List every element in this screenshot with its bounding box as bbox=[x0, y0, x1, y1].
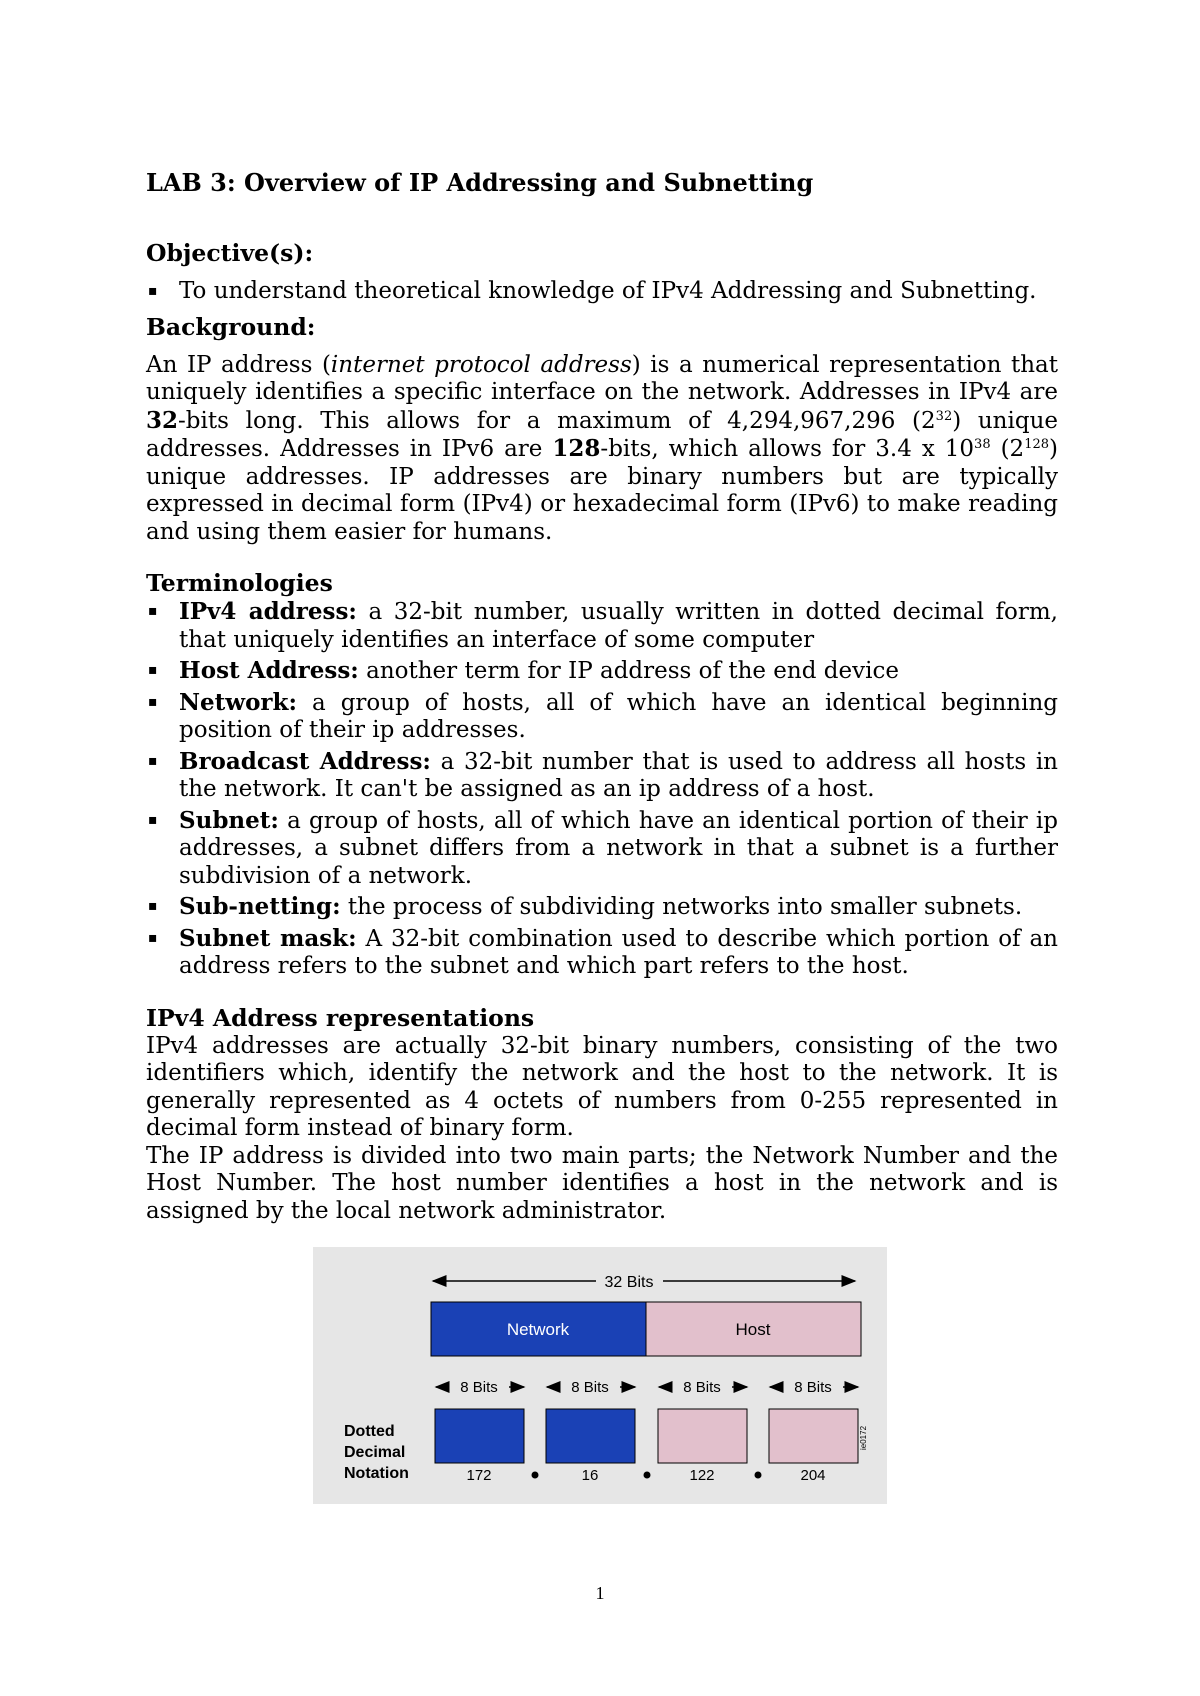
page-number: 1 bbox=[595, 1583, 605, 1603]
list-item: ▪ Host Address: another term for IP address of the end device bbox=[148, 657, 899, 684]
notation-label-line: Decimal bbox=[344, 1444, 406, 1461]
terminologies-list bbox=[146, 598, 1058, 981]
notation-label-line: Dotted bbox=[344, 1423, 395, 1440]
network-label: Network bbox=[506, 1320, 570, 1339]
bullet-icon: ▪ bbox=[148, 929, 158, 946]
octet-box-host bbox=[658, 1409, 747, 1463]
octet-bits-label: 8 Bits bbox=[683, 1379, 721, 1396]
objective-heading: Objective(s): bbox=[146, 239, 314, 267]
ip-address-diagram bbox=[313, 1247, 887, 1504]
objective-list bbox=[146, 278, 1058, 306]
notation-label-line: Notation bbox=[344, 1465, 409, 1482]
document-body bbox=[146, 168, 1058, 1225]
octet-bits-label: 8 Bits bbox=[571, 1379, 609, 1396]
bullet-icon: ▪ bbox=[148, 752, 158, 769]
figure-code: ie0172 bbox=[859, 1425, 868, 1450]
list-item: ▪ Sub-netting: the process of subdividing networks into smaller subnets. bbox=[148, 893, 1023, 920]
bullet-icon: ▪ bbox=[148, 603, 158, 619]
background-paragraph: An IP address (internet protocol address) is a numerical representation that uniquely identifies a specific interface on the network. Addresses in IPv4 are 32-bits long. This allows for a maximum of 4,294,967,296 $(2^{32})$ unique addresses. Addresses in IPv6 are 128-bits, which allows for 3.4 x $10^{38}$ $(2^{128})$ unique addresses. IP addresses are binary numbers but are typically expressed in decimal form (IPv4) or hexadecimal form (IPv6) to make reading and using them easier for humans. bbox=[146, 351, 1059, 545]
list-item: ▪ Broadcast Address: a 32-bit number that is used to address all hosts in the network. It can't be assigned as an ip address of a host. bbox=[148, 747, 1058, 802]
octet-dot bbox=[532, 1472, 539, 1479]
bullet-icon: ▪ bbox=[148, 811, 158, 828]
host-label: Host bbox=[735, 1320, 771, 1339]
page-title: LAB 3: Overview of IP Addressing and Subnetting bbox=[146, 168, 814, 197]
representations-paragraph-1: IPv4 addresses are actually 32-bit binary numbers, consisting of the two identifiers which, identify the network and the host to the network. It is generally represented as 4 octets of numbers from 0-255 represented in decimal form instead of binary form. bbox=[146, 1032, 1058, 1141]
octet-value: 172 bbox=[466, 1467, 492, 1484]
octet-box-host bbox=[769, 1409, 858, 1463]
octet-bits-label: 8 Bits bbox=[460, 1379, 498, 1396]
octet-value: 204 bbox=[800, 1467, 826, 1484]
diagram-canvas bbox=[313, 1247, 887, 1504]
octet-value: 16 bbox=[581, 1467, 599, 1484]
bullet-icon: ▪ bbox=[148, 693, 158, 710]
background-heading: Background: bbox=[146, 312, 316, 341]
total-bits-label: 32 Bits bbox=[604, 1274, 654, 1291]
octet-bits-label: 8 Bits bbox=[794, 1379, 832, 1396]
bullet-icon: ▪ bbox=[148, 283, 158, 299]
octet-dot bbox=[644, 1472, 651, 1479]
list-item: ▪ Network: a group of hosts, all of which have an identical beginning position of their ip addresses. bbox=[148, 688, 1058, 743]
list-item: ▪ Subnet: a group of hosts, all of which have an identical portion of their ip addresses, a subnet differs from a network in that a subnet is a further subdivision of a network. bbox=[148, 806, 1058, 889]
list-item: ▪ Subnet mask: A 32-bit combination used to describe which portion of an address refers to the subnet and which part refers to the host. bbox=[148, 924, 1058, 979]
octet-dot bbox=[755, 1472, 762, 1479]
octet-box-network bbox=[546, 1409, 635, 1463]
bullet-icon: ▪ bbox=[148, 662, 158, 678]
list-item: ▪ To understand theoretical knowledge of IPv4 Addressing and Subnetting. bbox=[148, 278, 1037, 304]
list-item: ▪ IPv4 address: a 32-bit number, usually written in dotted decimal form, that uniquely identifies an interface of some computer bbox=[148, 598, 1058, 653]
terminologies-heading: Terminologies bbox=[146, 569, 333, 597]
representations-heading: IPv4 Address representations bbox=[146, 1003, 535, 1032]
bullet-icon: ▪ bbox=[148, 898, 158, 914]
representations-paragraph-2: The IP address is divided into two main parts; the Network Number and the Host Number. The host number identifies a host in the network and is assigned by the local network administrator. bbox=[146, 1142, 1058, 1224]
octet-value: 122 bbox=[689, 1467, 715, 1484]
octet-box-network bbox=[435, 1409, 524, 1463]
